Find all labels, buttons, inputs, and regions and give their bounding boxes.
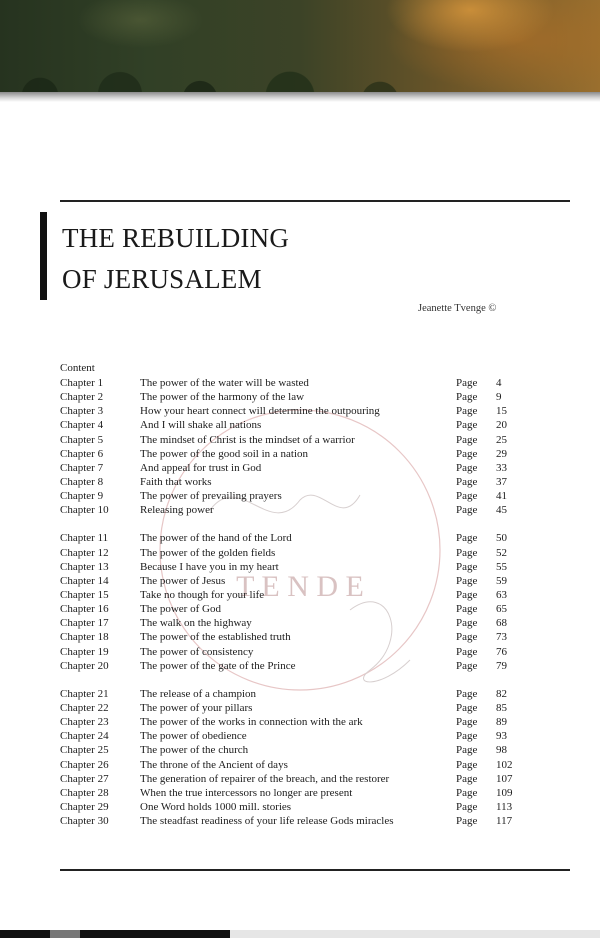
toc-chapter: Chapter 19 (60, 645, 109, 658)
toc-page-label: Page (456, 815, 478, 828)
toc-page-label: Page (456, 786, 478, 799)
toc-title: The power of the church (140, 744, 249, 757)
toc-row (60, 404, 530, 418)
toc-page-number: 85 (496, 701, 507, 714)
toc-chapter: Chapter 26 (60, 758, 109, 771)
toc-page-number: 29 (496, 447, 507, 460)
toc-page-label: Page (456, 433, 478, 446)
toc-page-label: Page (456, 490, 478, 503)
toc-page-label: Page (456, 772, 478, 785)
toc-page-number: 76 (496, 645, 507, 658)
toc-page-number: 117 (496, 815, 513, 828)
toc-page-number: 107 (496, 772, 513, 785)
toc-chapter: Chapter 21 (60, 687, 109, 700)
toc-title: The power of the harmony of the law (140, 391, 305, 404)
toc-page-label: Page (456, 617, 478, 630)
toc-page-number: 4 (496, 377, 502, 389)
toc-page-label: Page (456, 588, 478, 601)
toc-page-label: Page (456, 800, 478, 813)
toc-row (60, 588, 530, 602)
toc-row (60, 546, 530, 560)
toc-page-label: Page (456, 603, 478, 616)
toc-page-number: 25 (496, 433, 507, 446)
toc-row (60, 475, 530, 489)
toc-row (60, 574, 530, 588)
toc-row (60, 800, 530, 814)
toc-page-label: Page (456, 574, 478, 587)
toc-title: Because I have you in my heart (140, 560, 279, 573)
toc-title: The generation of repairer of the breach, and the restorer (140, 772, 390, 785)
bottom-rule (60, 869, 570, 871)
toc-title: The power of God (140, 603, 221, 616)
toc-title: Take no though for your life (140, 588, 265, 601)
toc-chapter: Chapter 4 (60, 419, 104, 432)
toc-title: The power of the water will be wasted (140, 377, 309, 389)
toc-row (60, 602, 530, 616)
toc-page-number: 82 (496, 687, 507, 700)
document-title (62, 218, 289, 300)
toc-page-label: Page (456, 659, 478, 672)
toc-page-number: 65 (496, 603, 507, 616)
toc-chapter: Chapter 24 (60, 730, 109, 743)
content-label: Content (60, 362, 95, 374)
toc-title: And I will shake all nations (140, 419, 262, 432)
toc-row (60, 772, 530, 786)
toc-chapter: Chapter 7 (60, 461, 104, 474)
toc-chapter: Chapter 13 (60, 560, 109, 573)
toc-row (60, 447, 530, 461)
toc-row (60, 461, 530, 475)
toc-title: Faith that works (140, 475, 212, 488)
toc-title: How your heart connect will determine the outpouring (140, 405, 380, 418)
toc-page-label: Page (456, 758, 478, 771)
toc-page-label: Page (456, 377, 478, 389)
toc-row (60, 659, 530, 673)
toc-page-label: Page (456, 744, 478, 757)
title-line-2: OF JERUSALEM (62, 264, 262, 294)
toc-chapter: Chapter 12 (60, 546, 109, 559)
toc-chapter: Chapter 9 (60, 490, 104, 503)
toc-group (60, 531, 530, 672)
toc-chapter: Chapter 28 (60, 786, 109, 799)
toc-page-number: 59 (496, 574, 507, 587)
toc-page-number: 79 (496, 659, 507, 672)
toc-page-number: 50 (496, 532, 507, 545)
toc-page-label: Page (456, 447, 478, 460)
toc-title: The power of the good soil in a nation (140, 447, 309, 460)
toc-page-label: Page (456, 419, 478, 432)
toc-title: Releasing power (140, 504, 214, 517)
toc-page-label: Page (456, 391, 478, 404)
toc-page-number: 33 (496, 461, 507, 474)
toc-page-label: Page (456, 701, 478, 714)
toc-title: The power of the works in connection with the ark (140, 716, 363, 729)
toc-row (60, 715, 530, 729)
toc-chapter: Chapter 2 (60, 391, 104, 404)
header-shadow (0, 92, 600, 102)
toc-page-number: 73 (496, 631, 507, 644)
toc-page-number: 109 (496, 786, 513, 799)
toc-page-label: Page (456, 730, 478, 743)
toc-row (60, 814, 530, 828)
toc-group (60, 687, 530, 828)
toc-row (60, 376, 530, 390)
toc-chapter: Chapter 18 (60, 631, 109, 644)
toc-page-label: Page (456, 546, 478, 559)
toc-page-label: Page (456, 405, 478, 418)
toc-page-number: 68 (496, 617, 507, 630)
toc-page-number: 15 (496, 405, 507, 418)
toc-row (60, 560, 530, 574)
toc-row (60, 489, 530, 503)
toc-page-number: 89 (496, 716, 507, 729)
toc-page-number: 63 (496, 588, 507, 601)
toc-page-number: 55 (496, 560, 507, 573)
toc-title: The power of the gate of the Prince (140, 659, 296, 672)
toc-row (60, 701, 530, 715)
toc-chapter: Chapter 10 (60, 504, 109, 517)
toc-page-label: Page (456, 504, 478, 517)
toc-row (60, 687, 530, 701)
toc-row (60, 616, 530, 630)
author-credit: Jeanette Tvenge © (418, 303, 497, 314)
toc-chapter: Chapter 29 (60, 800, 109, 813)
toc-chapter: Chapter 22 (60, 701, 109, 714)
toc-chapter: Chapter 11 (60, 532, 109, 545)
toc-group (60, 376, 530, 517)
toc-chapter: Chapter 25 (60, 744, 109, 757)
toc-row (60, 786, 530, 800)
toc-row (60, 531, 530, 545)
title-accent-bar (40, 212, 47, 300)
toc-title: The mindset of Christ is the mindset of a warrior (140, 433, 355, 446)
toc-page-number: 20 (496, 419, 507, 432)
toc-title: The power of prevailing prayers (140, 490, 282, 503)
toc-title: The steadfast readiness of your life release Gods miracles (140, 815, 394, 828)
toc-chapter: Chapter 5 (60, 433, 104, 446)
toc-chapter: Chapter 3 (60, 405, 104, 418)
header-forest-photo (0, 0, 600, 96)
toc-title: The power of the golden fields (140, 546, 276, 559)
toc-row (60, 418, 530, 432)
top-rule (60, 200, 570, 202)
toc-title: The power of obedience (140, 730, 247, 743)
toc-row (60, 433, 530, 447)
toc-title: The throne of the Ancient of days (140, 758, 288, 771)
tree-silhouettes (0, 36, 600, 96)
toc-chapter: Chapter 8 (60, 475, 104, 488)
toc-chapter: Chapter 20 (60, 659, 109, 672)
toc-chapter: Chapter 30 (60, 815, 109, 828)
toc-chapter: Chapter 14 (60, 574, 109, 587)
title-line-1: THE REBUILDING (62, 223, 290, 253)
toc-page-number: 37 (496, 475, 507, 488)
toc-title: The release of a champion (140, 687, 257, 700)
footer-bar (0, 930, 600, 938)
toc-chapter: Chapter 27 (60, 772, 109, 785)
toc-page-label: Page (456, 461, 478, 474)
toc-title: The power of the established truth (140, 631, 291, 644)
toc-title: The power of the hand of the Lord (140, 532, 292, 545)
toc-page-label: Page (456, 560, 478, 573)
toc-page-label: Page (456, 532, 478, 545)
toc-title: The walk on the highway (140, 617, 252, 630)
toc-title: When the true intercessors no longer are present (140, 786, 353, 799)
toc-title: And appeal for trust in God (140, 461, 262, 474)
toc-page-number: 9 (496, 391, 502, 404)
toc-page-number: 98 (496, 744, 507, 757)
toc-page-label: Page (456, 645, 478, 658)
table-of-contents (60, 376, 530, 828)
toc-chapter: Chapter 17 (60, 617, 109, 630)
toc-title: The power of your pillars (140, 701, 253, 714)
toc-page-label: Page (456, 716, 478, 729)
toc-chapter: Chapter 23 (60, 716, 109, 729)
toc-row (60, 743, 530, 757)
toc-title: The power of Jesus (140, 574, 226, 587)
toc-row (60, 503, 530, 517)
toc-chapter: Chapter 16 (60, 603, 109, 616)
toc-page-number: 52 (496, 546, 507, 559)
toc-title: The power of consistency (140, 645, 254, 658)
toc-page-number: 113 (496, 800, 513, 813)
toc-row (60, 758, 530, 772)
toc-row (60, 729, 530, 743)
toc-page-number: 41 (496, 490, 507, 503)
toc-chapter: Chapter 15 (60, 588, 109, 601)
toc-page-label: Page (456, 631, 478, 644)
watermark-text: T E N D E (236, 570, 364, 603)
toc-row (60, 390, 530, 404)
toc-chapter: Chapter 6 (60, 447, 104, 460)
toc-row (60, 645, 530, 659)
toc-page-number: 45 (496, 504, 507, 517)
toc-row (60, 630, 530, 644)
toc-page-number: 93 (496, 730, 507, 743)
toc-page-label: Page (456, 475, 478, 488)
toc-chapter: Chapter 1 (60, 377, 104, 389)
toc-page-label: Page (456, 687, 478, 700)
toc-title: One Word holds 1000 mill. stories (140, 800, 292, 813)
toc-page-number: 102 (496, 758, 513, 771)
